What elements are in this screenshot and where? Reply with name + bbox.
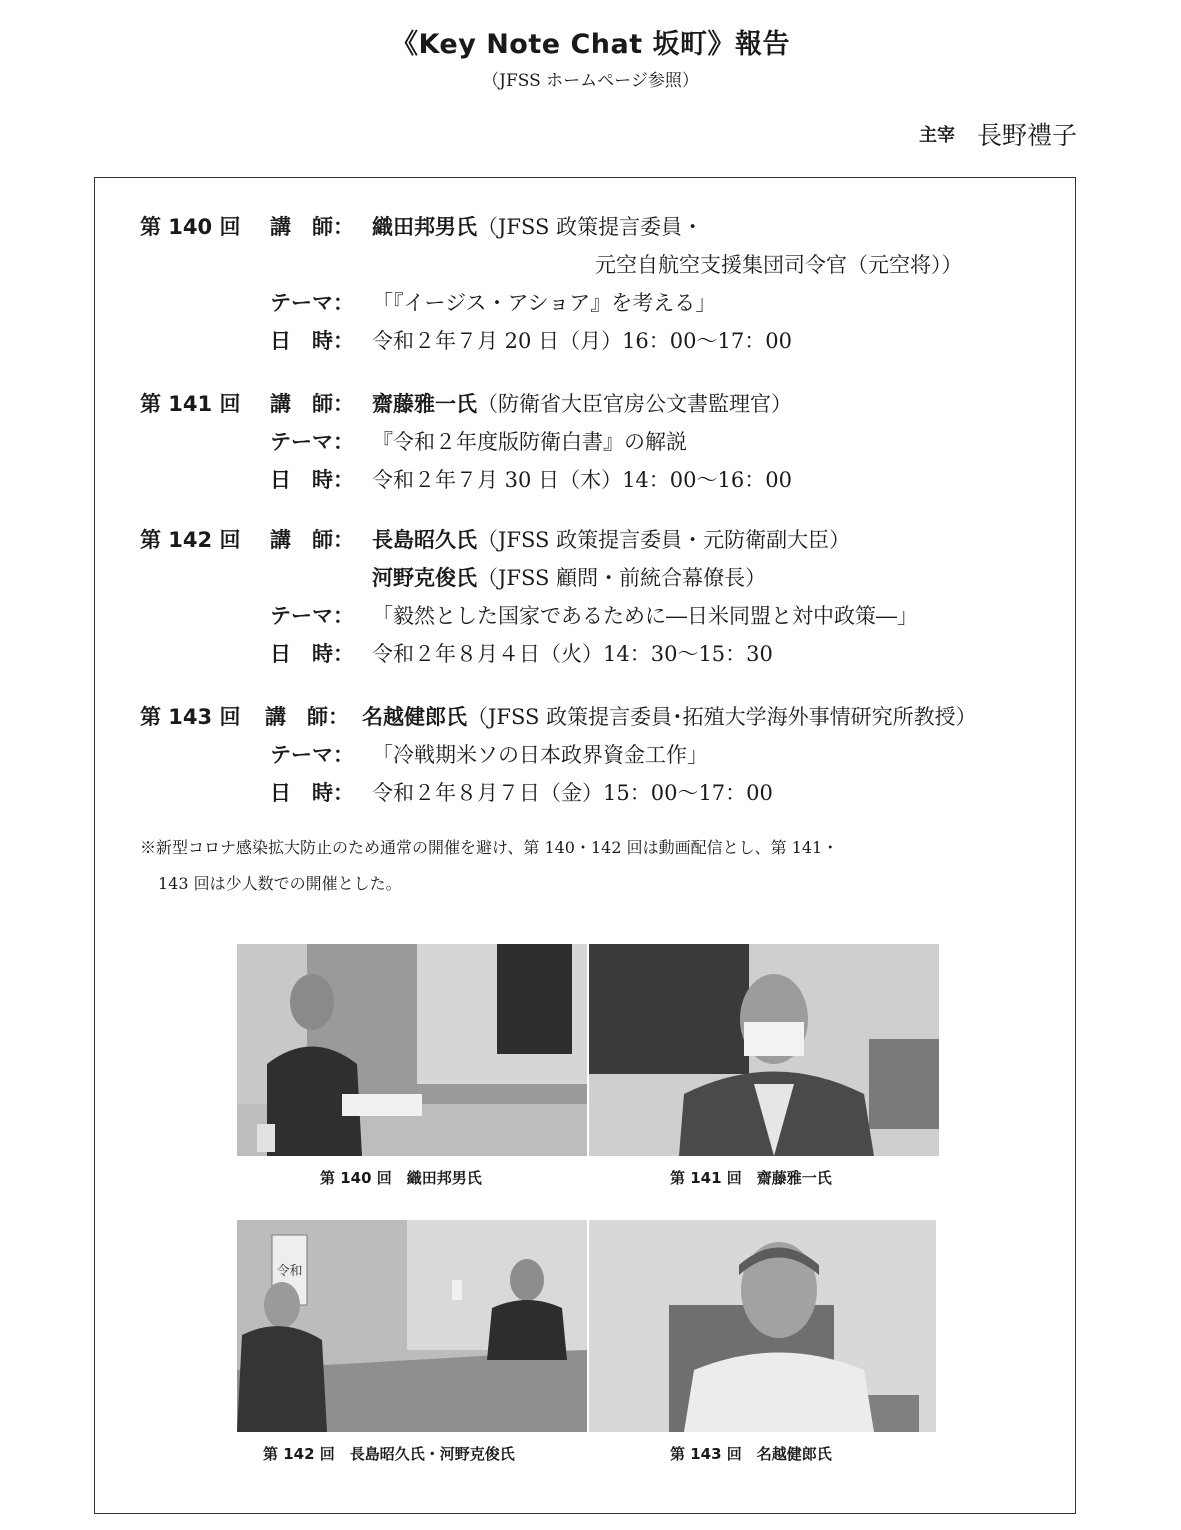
photo-session-140 <box>237 944 587 1156</box>
photo-caption-143: 第 143 回 名越健郎氏 <box>670 1445 832 1463</box>
lecturer-affiliation: （JFSS 政策提言委員･拓殖大学海外事情研究所教授） <box>467 705 977 729</box>
photo-session-142 <box>237 1220 587 1432</box>
theme: 「毅然とした国家であるために―日米同盟と対中政策―」 <box>372 604 918 628</box>
date-label: 日 時： <box>270 329 354 353</box>
note-line-2: 143 回は少人数での開催とした。 <box>158 874 402 893</box>
lecturer-name: 長島昭久氏 <box>372 528 477 552</box>
theme: 「冷戦期米ソの日本政界資金工作」 <box>372 743 708 767</box>
note-line-1: ※新型コロナ感染拡大防止のため通常の開催を避け、第 140・142 回は動画配信とし、第 141・ <box>140 838 839 857</box>
date: 令和２年７月 30 日（木）14：00～16：00 <box>372 468 792 492</box>
session-number: 第 143 回 <box>140 705 241 729</box>
date: 令和２年７月 20 日（月）16：00～17：00 <box>372 329 792 353</box>
note <box>140 830 1040 902</box>
date: 令和２年８月７日（金）15：00～17：00 <box>372 781 773 805</box>
lecturer-affiliation: （防衛省大臣官房公文書監理官） <box>477 392 792 416</box>
date-label: 日 時： <box>270 642 354 666</box>
lecturer-affiliation: （JFSS 政策提言委員・元防衛副大臣） <box>477 528 851 552</box>
calligraphy-scroll-text: 令和 <box>276 1264 303 1279</box>
date-label: 日 時： <box>270 468 354 492</box>
theme-label: テーマ： <box>270 430 354 454</box>
lecturer-affiliation: （JFSS 政策提言委員・ <box>477 215 704 239</box>
session-number: 第 142 回 <box>140 528 241 552</box>
lecturer-name: 河野克俊氏 <box>372 566 477 590</box>
photo-caption-140: 第 140 回 織田邦男氏 <box>320 1169 482 1187</box>
lecturer-label: 講 師： <box>270 528 354 552</box>
lecturer-label: 講 師： <box>270 215 354 239</box>
theme: 「『イージス・アショア』を考える」 <box>372 291 717 315</box>
lecturer-name: 織田邦男氏 <box>372 215 477 239</box>
lecturer-name: 名越健郎氏 <box>362 705 467 729</box>
lecturer-affiliation: （JFSS 顧問・前統合幕僚長） <box>477 566 767 590</box>
date: 令和２年８月４日（火）14：30～15：30 <box>372 642 773 666</box>
lecturer-label: 講 師： <box>265 705 349 729</box>
organizer-name: 長野禮子 <box>976 121 1077 150</box>
page-subtitle: （JFSS ホームページ参照） <box>482 71 699 91</box>
session-number: 第 141 回 <box>140 392 241 416</box>
session-number: 第 140 回 <box>140 215 241 239</box>
organizer <box>919 116 1077 152</box>
photo-session-141 <box>589 944 939 1156</box>
lecturer-label: 講 師： <box>270 392 354 416</box>
theme-label: テーマ： <box>270 604 354 628</box>
photo-caption-141: 第 141 回 齋藤雅一氏 <box>670 1169 832 1187</box>
lecturer-affiliation-cont: 元空自航空支援集団司令官（元空将）） <box>595 253 963 277</box>
date-label: 日 時： <box>270 781 354 805</box>
photo-session-143 <box>589 1220 936 1432</box>
photo-caption-142: 第 142 回 長島昭久氏・河野克俊氏 <box>263 1445 515 1463</box>
page-title: 《Key Note Chat 坂町》報告 <box>390 29 791 60</box>
theme: 『令和２年度版防衛白書』の解説 <box>372 430 687 454</box>
lecturer-name: 齋藤雅一氏 <box>372 392 477 416</box>
theme-label: テーマ： <box>270 291 354 315</box>
theme-label: テーマ： <box>270 743 354 767</box>
organizer-role: 主宰 <box>918 125 955 146</box>
